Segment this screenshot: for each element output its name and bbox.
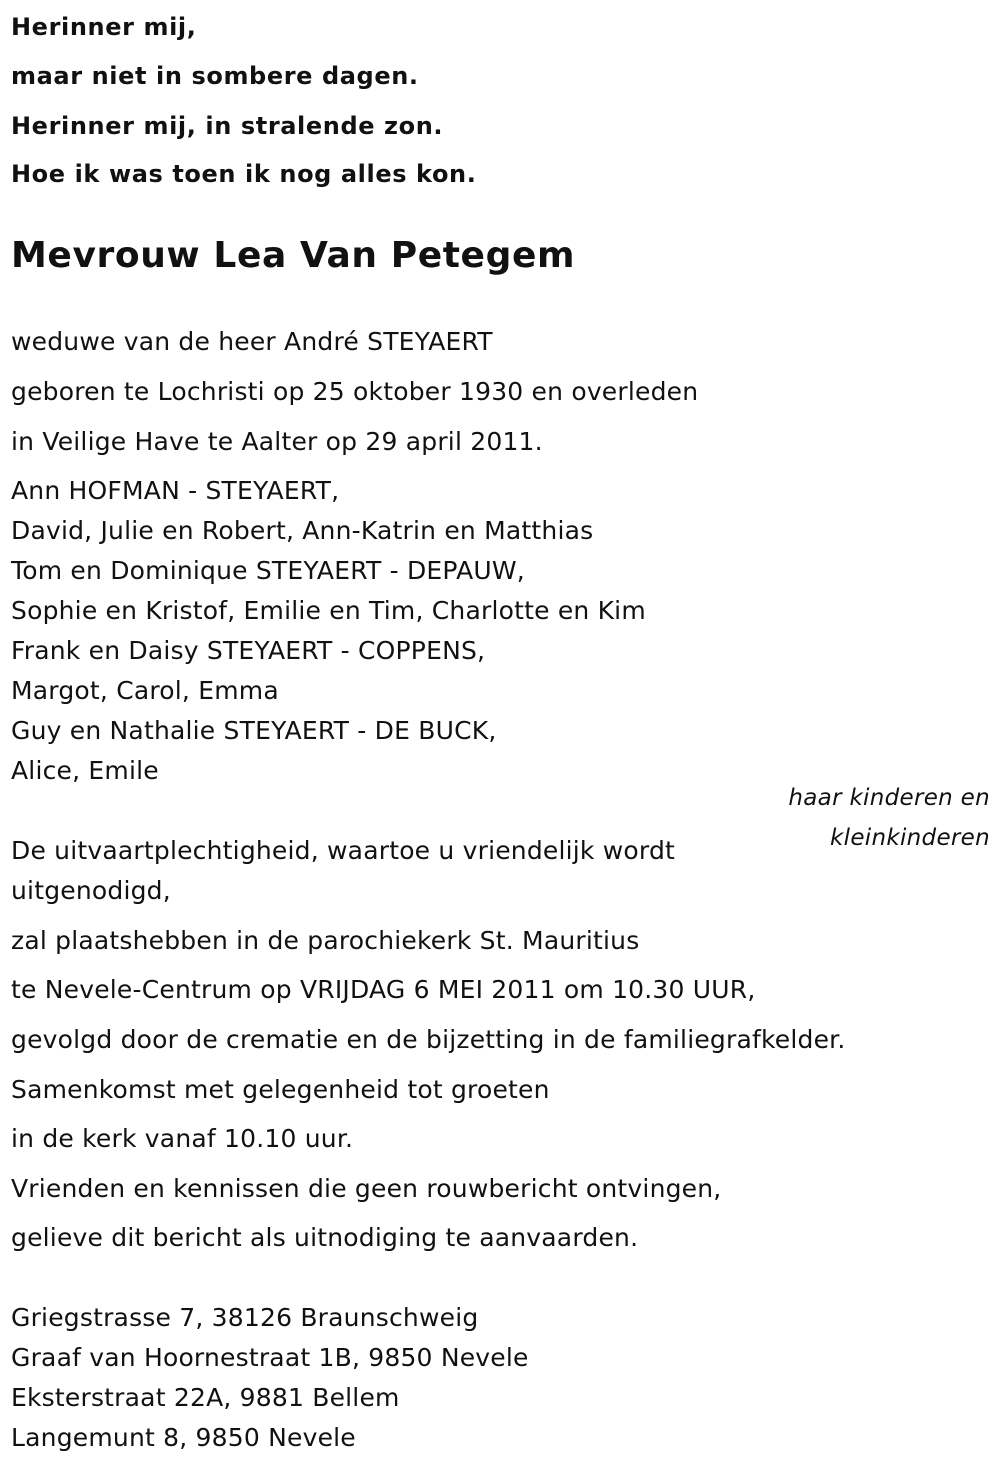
funeral-line-1: De uitvaartplechtigheid, waartoe u vriendelijk wordt (11, 836, 676, 865)
deceased-name: Mevrouw Lea Van Petegem (11, 235, 576, 276)
funeral-line-5: gevolgd door de crematie en de bijzetting in de familiegrafkelder. (11, 1025, 846, 1054)
family-signature-line-2: kleinkinderen (830, 825, 990, 851)
birth-death-line-1: geboren te Lochristi op 25 oktober 1930 en overleden (11, 377, 699, 406)
address-line-3: Eksterstraat 22A, 9881 Bellem (11, 1383, 400, 1412)
funeral-line-6: Samenkomst met gelegenheid tot groeten (11, 1075, 550, 1104)
funeral-line-4: te Nevele-Centrum op VRIJDAG 6 MEI 2011 om 10.30 UUR, (11, 975, 756, 1004)
family-line-3: Tom en Dominique STEYAERT - DEPAUW, (11, 556, 525, 585)
funeral-line-3: zal plaatshebben in de parochiekerk St. Mauritius (11, 926, 640, 955)
address-line-4: Langemunt 8, 9850 Nevele (11, 1423, 356, 1452)
poem-line-1: Herinner mij, (11, 13, 197, 41)
widow-of-line: weduwe van de heer André STEYAERT (11, 327, 493, 356)
address-line-2: Graaf van Hoornestraat 1B, 9850 Nevele (11, 1343, 529, 1372)
address-line-1: Griegstrasse 7, 38126 Braunschweig (11, 1303, 479, 1332)
family-line-6: Margot, Carol, Emma (11, 676, 279, 705)
funeral-line-7: in de kerk vanaf 10.10 uur. (11, 1124, 354, 1153)
family-signature (788, 778, 990, 858)
funeral-line-8: Vrienden en kennissen die geen rouwbericht ontvingen, (11, 1174, 722, 1203)
family-line-8: Alice, Emile (11, 756, 159, 785)
funeral-line-9: gelieve dit bericht als uitnodiging te aanvaarden. (11, 1223, 639, 1252)
poem-line-3: Herinner mij, in stralende zon. (11, 112, 444, 140)
family-line-5: Frank en Daisy STEYAERT - COPPENS, (11, 636, 486, 665)
family-line-2: David, Julie en Robert, Ann-Katrin en Matthias (11, 516, 594, 545)
poem-line-2: maar niet in sombere dagen. (11, 62, 419, 90)
birth-death-line-2: in Veilige Have te Aalter op 29 april 2011. (11, 427, 543, 456)
family-line-4: Sophie en Kristof, Emilie en Tim, Charlotte en Kim (11, 596, 646, 625)
poem-line-4: Hoe ik was toen ik nog alles kon. (11, 160, 477, 188)
family-line-1: Ann HOFMAN - STEYAERT, (11, 476, 340, 505)
family-signature-line-1: haar kinderen en (788, 785, 990, 811)
family-line-7: Guy en Nathalie STEYAERT - DE BUCK, (11, 716, 497, 745)
funeral-line-2: uitgenodigd, (11, 876, 171, 905)
